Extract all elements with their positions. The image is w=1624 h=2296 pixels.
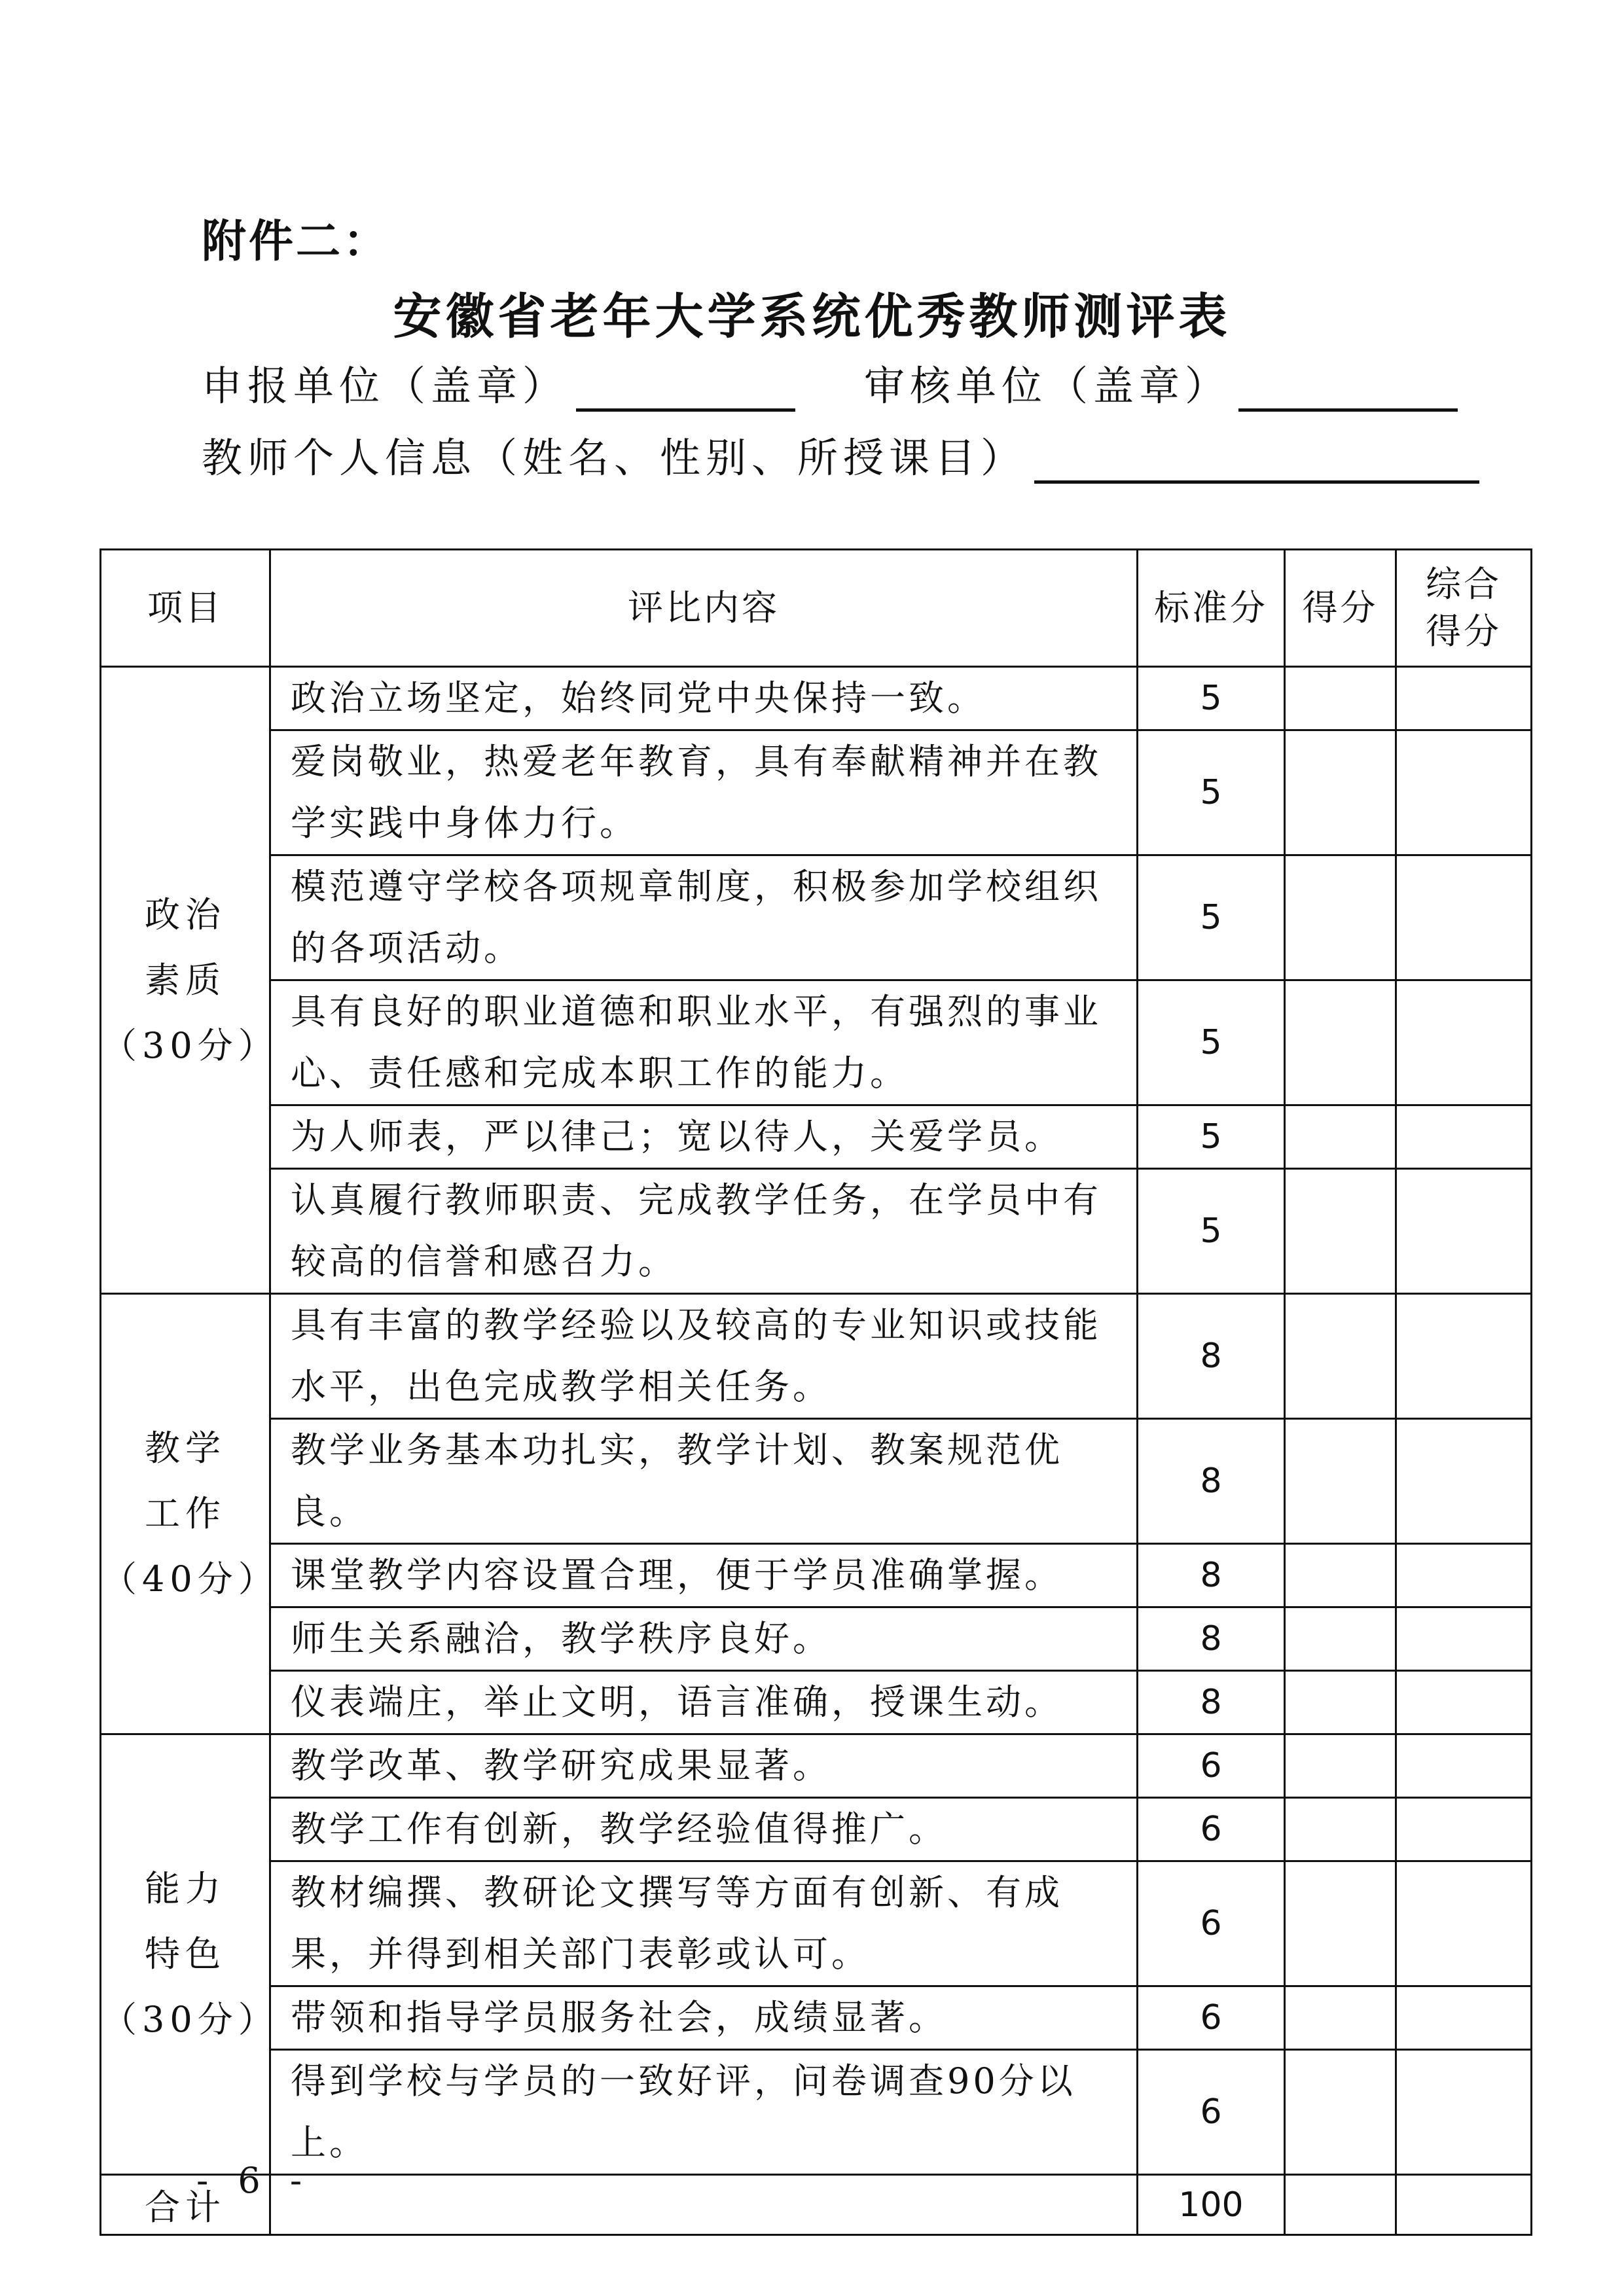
teacher-info-label: 教师个人信息（姓名、性别、所授课目） [202, 434, 1027, 482]
score-cell[interactable] [1285, 855, 1396, 980]
table-row [101, 1986, 1532, 2050]
applicant-unit-blank[interactable] [576, 363, 795, 412]
composite-score-cell[interactable] [1396, 1169, 1532, 1294]
score-cell[interactable] [1285, 2050, 1396, 2175]
score-cell[interactable] [1285, 1798, 1396, 1861]
table-row [101, 1734, 1532, 1798]
standard-score: 8 [1138, 1544, 1285, 1607]
score-cell[interactable] [1285, 667, 1396, 730]
header-composite-line2: 得分 [1426, 611, 1502, 652]
header-content: 评比内容 [270, 550, 1138, 667]
evaluation-table [99, 548, 1532, 2236]
total-composite-score-cell[interactable] [1396, 2175, 1532, 2235]
criterion-text: 教材编撰、教研论文撰写等方面有创新、有成果，并得到相关部门表彰或认可。 [270, 1861, 1138, 1986]
total-label: 合计 [101, 2175, 270, 2235]
form-title: 安徽省老年大学系统优秀教师测评表 [393, 289, 1231, 345]
score-cell[interactable] [1285, 1671, 1396, 1734]
standard-score: 5 [1138, 855, 1285, 980]
composite-score-cell[interactable] [1396, 855, 1532, 980]
composite-score-cell[interactable] [1396, 1734, 1532, 1798]
standard-score: 6 [1138, 1861, 1285, 1986]
criterion-text: 爱岗敬业，热爱老年教育，具有奉献精神并在教学实践中身体力行。 [270, 730, 1138, 855]
teacher-info-blank[interactable] [1034, 435, 1479, 484]
criterion-text: 为人师表，严以律己；宽以待人，关爱学员。 [270, 1105, 1138, 1169]
header-row [101, 550, 1532, 667]
header-score: 得分 [1285, 550, 1396, 667]
total-score-cell[interactable] [1285, 2175, 1396, 2235]
score-cell[interactable] [1285, 1986, 1396, 2050]
standard-score: 5 [1138, 667, 1285, 730]
standard-score: 5 [1138, 980, 1285, 1105]
standard-score: 5 [1138, 1105, 1285, 1169]
composite-score-cell[interactable] [1396, 2050, 1532, 2175]
category-line2: 特色 [145, 1933, 226, 1975]
standard-score: 5 [1138, 1169, 1285, 1294]
criterion-text: 认真履行教师职责、完成教学任务，在学员中有较高的信誉和感召力。 [270, 1169, 1138, 1294]
composite-score-cell[interactable] [1396, 1861, 1532, 1986]
table-row [101, 1105, 1532, 1169]
category-line1: 政治 [145, 893, 226, 935]
criterion-text: 具有丰富的教学经验以及较高的专业知识或技能水平，出色完成教学相关任务。 [270, 1294, 1138, 1419]
standard-score: 8 [1138, 1607, 1285, 1671]
table-row [101, 667, 1532, 730]
criterion-text: 具有良好的职业道德和职业水平，有强烈的事业心、责任感和完成本职工作的能力。 [270, 980, 1138, 1105]
table-row [101, 1671, 1532, 1734]
review-unit-blank[interactable] [1238, 363, 1458, 412]
score-cell[interactable] [1285, 1169, 1396, 1294]
total-content-cell [270, 2175, 1138, 2235]
total-standard-score: 100 [1138, 2175, 1285, 2235]
score-cell[interactable] [1285, 1544, 1396, 1607]
standard-score: 5 [1138, 730, 1285, 855]
composite-score-cell[interactable] [1396, 667, 1532, 730]
table-row [101, 1861, 1532, 1986]
standard-score: 6 [1138, 1986, 1285, 2050]
score-cell[interactable] [1285, 1105, 1396, 1169]
applicant-unit-label: 申报单位（盖章） [202, 362, 569, 410]
table-row [101, 855, 1532, 980]
category-points: （30分） [101, 1999, 279, 2040]
table-row [101, 980, 1532, 1105]
score-cell[interactable] [1285, 1419, 1396, 1544]
standard-score: 6 [1138, 1734, 1285, 1798]
table-row [101, 1544, 1532, 1607]
composite-score-cell[interactable] [1396, 1671, 1532, 1734]
score-cell[interactable] [1285, 730, 1396, 855]
score-cell[interactable] [1285, 980, 1396, 1105]
standard-score: 8 [1138, 1419, 1285, 1544]
composite-score-cell[interactable] [1396, 730, 1532, 855]
score-cell[interactable] [1285, 1294, 1396, 1419]
standard-score: 8 [1138, 1671, 1285, 1734]
criterion-text: 课堂教学内容设置合理，便于学员准确掌握。 [270, 1544, 1138, 1607]
category-teaching [101, 1294, 279, 1734]
score-cell[interactable] [1285, 1607, 1396, 1671]
table-row [101, 1169, 1532, 1294]
category-line1: 教学 [145, 1427, 226, 1469]
composite-score-cell[interactable] [1396, 1105, 1532, 1169]
composite-score-cell[interactable] [1396, 1798, 1532, 1861]
category-line1: 能力 [145, 1868, 226, 1909]
table-row [101, 1607, 1532, 1671]
composite-score-cell[interactable] [1396, 1544, 1532, 1607]
table-row [101, 1419, 1532, 1544]
criterion-text: 得到学校与学员的一致好评，问卷调查90分以上。 [270, 2050, 1138, 2175]
composite-score-cell[interactable] [1396, 1607, 1532, 1671]
score-cell[interactable] [1285, 1861, 1396, 1986]
category-points: （40分） [101, 1558, 279, 1600]
composite-score-cell[interactable] [1396, 1294, 1532, 1419]
table-row [101, 1798, 1532, 1861]
criterion-text: 师生关系融洽，教学秩序良好。 [270, 1607, 1138, 1671]
criterion-text: 教学工作有创新，教学经验值得推广。 [270, 1798, 1138, 1861]
criterion-text: 政治立场坚定，始终同党中央保持一致。 [270, 667, 1138, 730]
standard-score: 6 [1138, 1798, 1285, 1861]
composite-score-cell[interactable] [1396, 980, 1532, 1105]
review-unit-label: 审核单位（盖章） [864, 362, 1231, 410]
category-ability [101, 1734, 279, 2175]
table-row [101, 1294, 1532, 1419]
criterion-text: 教学业务基本功扎实，教学计划、教案规范优良。 [270, 1419, 1138, 1544]
category-points: （30分） [101, 1024, 279, 1066]
table-row [101, 730, 1532, 855]
review-unit-field [864, 353, 1458, 412]
score-cell[interactable] [1285, 1734, 1396, 1798]
applicant-unit-field [202, 353, 795, 412]
total-row [101, 2175, 1532, 2235]
criterion-text: 带领和指导学员服务社会，成绩显著。 [270, 1986, 1138, 2050]
header-composite-line1: 综合 [1426, 564, 1502, 605]
header-item: 项目 [101, 550, 270, 667]
standard-score: 6 [1138, 2050, 1285, 2175]
category-line2: 素质 [145, 959, 226, 1001]
attachment-label: 附件二： [202, 216, 391, 268]
criterion-text: 教学改革、教学研究成果显著。 [270, 1734, 1138, 1798]
composite-score-cell[interactable] [1396, 1419, 1532, 1544]
page-number: - 6 - [196, 2160, 312, 2201]
criterion-text: 仪表端庄，举止文明，语言准确，授课生动。 [270, 1671, 1138, 1734]
header-composite [1396, 550, 1532, 667]
category-line2: 工作 [145, 1493, 226, 1534]
table-row [101, 2050, 1532, 2175]
header-standard: 标准分 [1138, 550, 1285, 667]
teacher-info-field [202, 425, 1479, 484]
criterion-text: 模范遵守学校各项规章制度，积极参加学校组织的各项活动。 [270, 855, 1138, 980]
category-political [101, 667, 279, 1294]
standard-score: 8 [1138, 1294, 1285, 1419]
composite-score-cell[interactable] [1396, 1986, 1532, 2050]
